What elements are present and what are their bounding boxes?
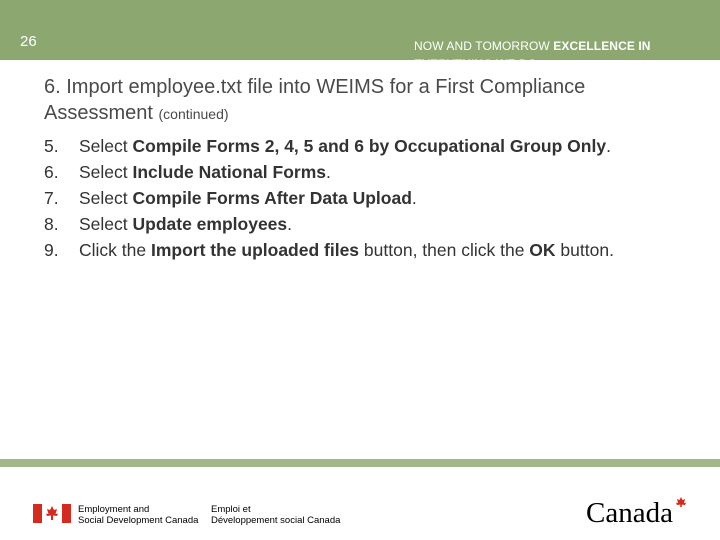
step-text: Select [79, 136, 133, 156]
header-tagline [414, 37, 704, 73]
canada-flag-icon [33, 504, 71, 523]
slide-title [44, 74, 684, 127]
step-number: 6. [44, 162, 59, 182]
title-continued: (continued) [158, 106, 229, 122]
step-item [44, 238, 664, 262]
step-text-bold: Compile Forms 2, 4, 5 and 6 by Occupational Group Only [132, 136, 607, 156]
step-text-bold: OK [529, 240, 556, 260]
step-text: Click the [79, 240, 151, 260]
header-bar [0, 0, 720, 71]
dept-en-line2: Social Development Canada [78, 515, 199, 526]
tagline-bold: EXCELLENCE IN EVERYTHING WE DO [414, 39, 651, 71]
step-text: Select [79, 188, 133, 208]
step-text: button, then click the [359, 240, 530, 260]
step-text: button. [555, 240, 614, 260]
department-name-french [211, 504, 340, 526]
step-number: 5. [44, 136, 59, 156]
step-number: 9. [44, 240, 59, 260]
title-main: 6. Import employee.txt file into WEIMS for a First Compliance Assessment [44, 76, 586, 124]
dept-fr-line1: Emploi et [211, 504, 251, 515]
dept-fr-line2: Développement social Canada [211, 515, 341, 526]
step-text-bold: Compile Forms After Data Upload [132, 188, 412, 208]
wordmark-flag-icon [676, 497, 686, 507]
dept-en-line1: Employment and [78, 504, 150, 515]
step-item [44, 186, 664, 210]
step-text-bold: Update employees [132, 214, 288, 234]
step-text: . [287, 214, 293, 234]
step-text: . [411, 188, 417, 208]
step-text: Select [79, 162, 133, 182]
step-number: 8. [44, 214, 59, 234]
step-text: . [606, 136, 611, 156]
department-name-english [78, 504, 198, 526]
tagline-normal: NOW AND TOMORROW [414, 39, 554, 53]
step-number: 7. [44, 188, 59, 208]
canada-wordmark-logo [586, 495, 696, 527]
step-text-bold: Import the uploaded files [150, 240, 360, 260]
page-number: 26 [20, 33, 37, 50]
step-text: Select [79, 214, 133, 234]
footer-divider-bar [0, 459, 720, 467]
step-item [44, 212, 664, 236]
step-item [44, 134, 664, 158]
step-item [44, 160, 664, 184]
step-list [44, 134, 664, 264]
step-text: . [326, 162, 331, 182]
step-text-bold: Include National Forms [132, 162, 326, 182]
wordmark-text: Canada [586, 497, 673, 529]
